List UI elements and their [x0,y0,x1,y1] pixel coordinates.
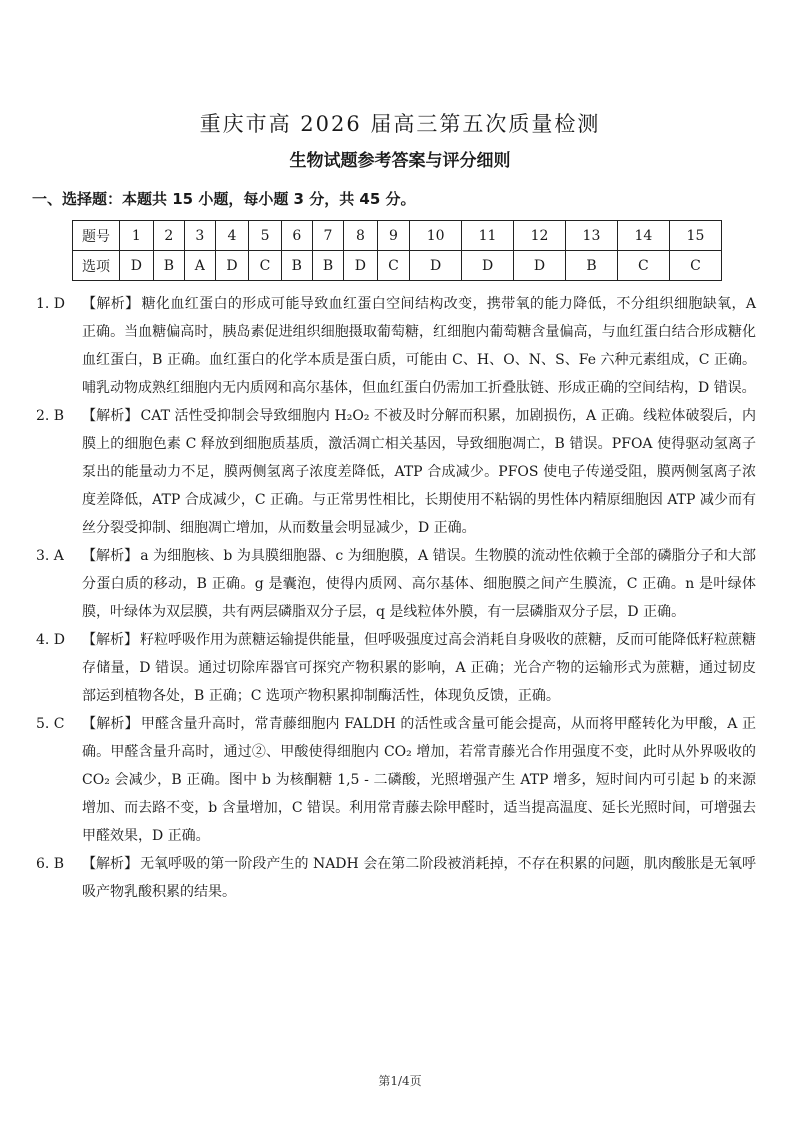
explanation-item [36,850,756,906]
row-label: 选项 [73,251,120,281]
analysis-tag: 【解析】 [82,856,139,872]
answer-option-row [73,251,722,281]
question-number: 2 [153,221,184,251]
question-number: 10 [410,221,462,251]
question-number: 9 [377,221,409,251]
question-answer: 2. B [36,408,65,424]
answer-option: B [565,251,617,281]
question-number: 14 [617,221,669,251]
answer-option: C [617,251,669,281]
explanation-item [36,626,756,710]
question-answer: 3. A [36,548,64,564]
explanation-item [36,710,756,850]
answer-option: C [249,251,281,281]
explanation-text: 籽粒呼吸作用为蔗糖运输提供能量，但呼吸强度过高会消耗自身吸收的蔗糖，反而可能降低籽粒蔗糖存储量，D 错误。通过切除库器官可探究产物积累的影响，A 正确；光合产物的运输形式为蔗糖，通过韧皮部运到植物各处，B 正确；C 选项产物积累抑制酶活性，体现负反馈，正确。 [82,632,756,704]
row-label: 题号 [73,221,120,251]
page-number: 第1/4页 [378,1074,422,1088]
analysis-tag: 【解析】 [82,296,140,312]
page-subtitle: 生物试题参考答案与评分细则 [289,151,511,171]
question-answer: 5. C [36,716,65,732]
analysis-tag: 【解析】 [82,716,139,732]
analysis-tag: 【解析】 [82,632,138,648]
question-number: 3 [184,221,215,251]
answer-option: C [377,251,409,281]
explanation-item [36,402,756,542]
analysis-tag: 【解析】 [82,408,139,424]
analysis-tag: 【解析】 [82,548,139,564]
explanation-item [36,542,756,626]
question-number: 6 [281,221,312,251]
question-number: 7 [312,221,343,251]
section-heading: 一、选择题：本题共 15 小题，每小题 3 分，共 45 分。 [32,190,416,208]
explanation-text: a 为细胞核、b 为具膜细胞器、c 为细胞膜，A 错误。生物膜的流动性依赖于全部的磷脂分子和大部分蛋白质的移动，B 正确。g 是囊泡，使得内质网、高尔基体、细胞膜之间产生膜流，C 正确。n 是叶绿体膜，叶绿体为双层膜，共有两层磷脂双分子层，q 是线粒体外膜，有一层磷脂双分子层，D 正确。 [82,548,756,620]
answer-option: B [312,251,343,281]
explanation-list [36,290,756,906]
answer-option: B [153,251,184,281]
question-number: 13 [565,221,617,251]
answer-table [72,220,722,281]
answer-option: D [410,251,462,281]
question-number: 15 [669,221,721,251]
page-title: 重庆市高 2026 届高三第五次质量检测 [199,112,601,136]
question-number: 1 [120,221,154,251]
question-answer: 1. D [36,296,66,312]
answer-option: D [120,251,154,281]
answer-option: D [462,251,514,281]
answer-option: C [669,251,721,281]
question-number: 5 [249,221,281,251]
question-answer: 4. D [36,632,66,648]
explanation-text: 糖化血红蛋白的形成可能导致血红蛋白空间结构改变，携带氧的能力降低，不分组织细胞缺氧，A 正确。当血糖偏高时，胰岛素促进组织细胞摄取葡萄糖，红细胞内葡萄糖含量偏高，与血红蛋白结合形成糖化血红蛋白，B 正确。血红蛋白的化学本质是蛋白质，可能由 C、H、O、N、S、Fe 六种元素组成，C 正确。哺乳动物成熟红细胞内无内质网和高尔基体，但血红蛋白仍需加工折叠肽链、形成正确的空间结构，D 错误。 [82,296,757,396]
explanation-text: 无氧呼吸的第一阶段产生的 NADH 会在第二阶段被消耗掉，不存在积累的问题，肌肉酸胀是无氧呼吸产物乳酸积累的结果。 [82,856,756,900]
answer-option: A [184,251,215,281]
question-number: 12 [514,221,566,251]
question-number: 4 [215,221,249,251]
answer-option: D [514,251,566,281]
explanation-item [36,290,756,402]
explanation-text: 甲醛含量升高时，常青藤细胞内 FALDH 的活性或含量可能会提高，从而将甲醛转化为甲酸，A 正确。甲醛含量升高时，通过②、甲酸使得细胞内 CO₂ 增加，若常青藤光合作用强度不变，此时从外界吸收的 CO₂ 会减少，B 正确。图中 b 为核酮糖 1,5 - 二磷酸，光照增强产生 ATP 增多，短时间内可引起 b 的来源增加、而去路不变，b 含量增加，C 错误。利用常青藤去除甲醛时，适当提高温度、延长光照时间，可增强去甲醛效果，D 正确。 [82,716,757,844]
explanation-text: CAT 活性受抑制会导致细胞内 H₂O₂ 不被及时分解而积累，加剧损伤，A 正确。线粒体破裂后，内膜上的细胞色素 C 释放到细胞质基质，激活凋亡相关基因，导致细胞凋亡，B 错误。PFOA 使得驱动氢离子泵出的能量动力不足，膜两侧氢离子浓度差降低，ATP 合成减少。PFOS 使电子传递受阻，膜两侧氢离子浓度差降低，ATP 合成减少，C 正确。与正常男性相比，长期使用不粘锅的男性体内精原细胞因 ATP 减少而有丝分裂受抑制、细胞凋亡增加，从而数量会明显减少，D 正确。 [82,408,757,536]
question-answer: 6. B [36,856,65,872]
answer-option: B [281,251,312,281]
question-number-row [73,221,722,251]
answer-option: D [215,251,249,281]
answer-option: D [344,251,378,281]
question-number: 11 [462,221,514,251]
question-number: 8 [344,221,378,251]
